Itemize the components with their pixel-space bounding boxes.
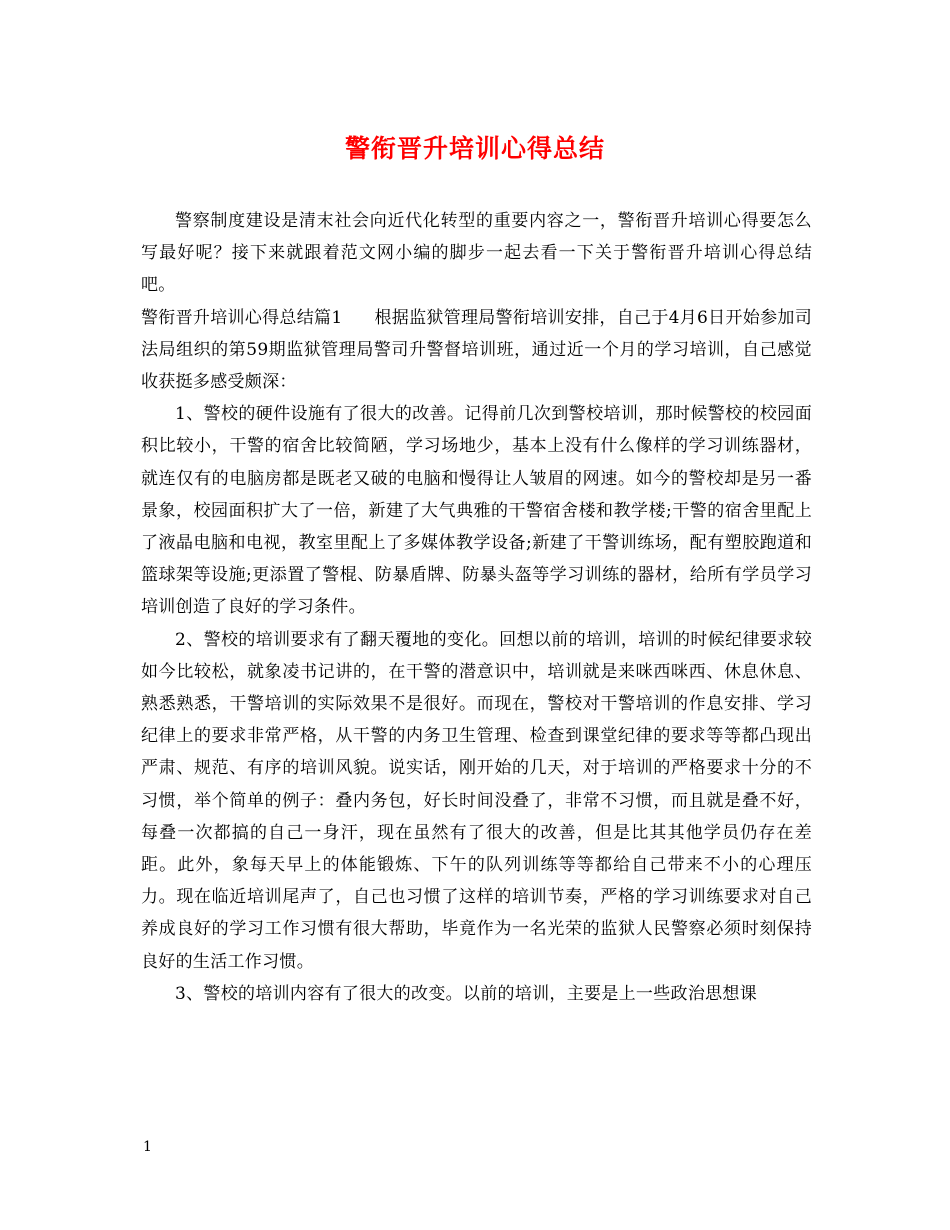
page-number: 1 (143, 1139, 152, 1155)
point-2-paragraph: 2、警校的培训要求有了翻天覆地的变化。回想以前的培训，培训的时候纪律要求较如今比较松，就象凌书记讲的，在干警的潜意识中，培训就是来咪西咪西、休息休息、熟悉熟悉，干警培训的实际效果不是很好。而现在，警校对干警培训的作息安排、学习纪律上的要求非常严格，从干警的内务卫生管理、检查到课堂纪律的要求等等都凸现出严肃、规范、有序的培训风貌。说实话，刚开始的几天，对于培训的严格要求十分的不习惯，举个简单的例子：叠内务包，好长时间没叠了，非常不习惯，而且就是叠不好，每叠一次都搞的自己一身汗，现在虽然有了很大的改善，但是比其其他学员仍存在差距。此外，象每天早上的体能锻炼、下午的队列训练等等都给自己带来不小的心理压力。现在临近培训尾声了，自己也习惯了这样的培训节奏，严格的学习训练要求对自己养成良好的学习工作习惯有很大帮助，毕竟作为一名光荣的监狱人民警察必须时刻保持良好的生活工作习惯。 (141, 629, 812, 972)
section-intro-text: 根据监狱管理局警衔培训安排，自己于4月6日开始参加司法局组织的第59期监狱管理局警司升警督培训班，通过近一个月的学习培训，自己感觉收获挺多感受颇深： (141, 307, 812, 393)
intro-paragraph: 警察制度建设是清末社会向近代化转型的重要内容之一，警衔晋升培训心得要怎么写最好呢？接下来就跟着范文网小编的脚步一起去看一下关于警衔晋升培训心得总结吧。 (141, 211, 812, 296)
document-body (141, 205, 812, 1010)
section-heading: 警衔晋升培训心得总结篇1 (141, 307, 343, 328)
section-paragraph (141, 302, 812, 399)
point-3-paragraph: 3、警校的培训内容有了很大的改变。以前的培训，主要是上一些政治思想课 (175, 983, 758, 1004)
point-1-paragraph: 1、警校的硬件设施有了很大的改善。记得前几次到警校培训，那时候警校的校园面积比较小，干警的宿舍比较简陋，学习场地少，基本上没有什么像样的学习训练器材，就连仅有的电脑房都是既老又破的电脑和慢得让人皱眉的网速。如今的警校却是另一番景象，校园面积扩大了一倍，新建了大气典雅的干警宿舍楼和教学楼;干警的宿舍里配上了液晶电脑和电视，教室里配上了多媒体教学设备;新建了干警训练场，配有塑胶跑道和篮球架等设施;更添置了警棍、防暴盾牌、防暴头盔等学习训练的器材，给所有学员学习培训创造了良好的学习条件。 (141, 404, 812, 618)
document-title: 警衔晋升培训心得总结 (344, 134, 605, 163)
